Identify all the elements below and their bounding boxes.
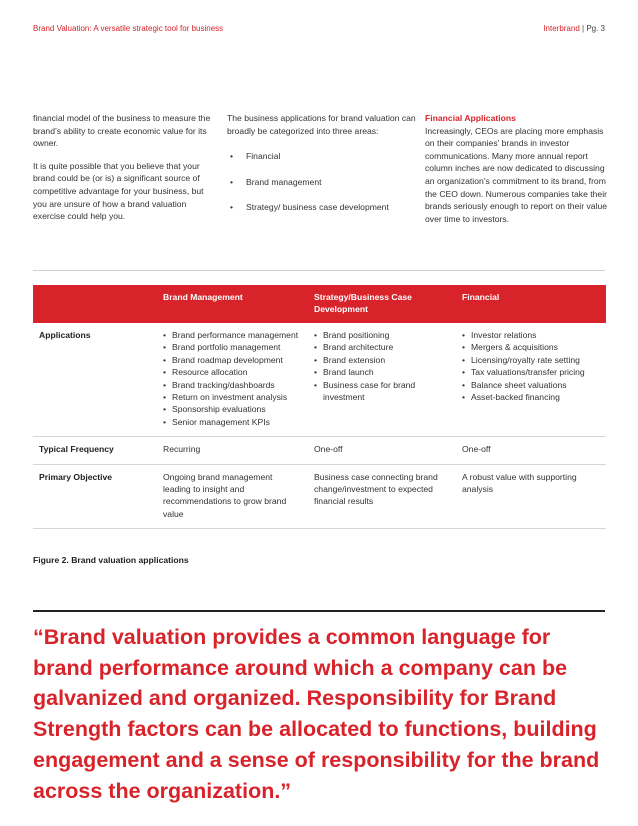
table-cell: Recurring (157, 437, 308, 464)
table-cell: One-off (308, 437, 456, 464)
list-item: • Brand architecture (314, 342, 394, 353)
bullet-icon: • (230, 151, 234, 162)
list-item: • Tax valuations/transfer pricing (462, 367, 585, 378)
page-number: Pg. 3 (586, 24, 605, 33)
quote-divider (33, 610, 605, 612)
paragraph: The business applications for brand valuation can broadly be categorized into three areas: (227, 113, 416, 136)
list-item: • Balance sheet valuations (462, 379, 567, 390)
divider (33, 270, 605, 271)
brand-name: Interbrand (543, 24, 580, 33)
section-heading: Financial Applications (425, 113, 516, 123)
list-item: • Brand launch (314, 367, 374, 378)
bullet-icon: • (230, 176, 234, 187)
column-header (33, 285, 157, 323)
list-item: • Asset-backed financing (462, 392, 560, 403)
page-indicator (543, 24, 605, 33)
list-item: • Sponsorship evaluations (163, 404, 266, 415)
table-row (33, 464, 606, 529)
paragraph: Increasingly, CEOs are placing more emphasis on their companies’ brands in investor communications. Many more annual report column inches are now dedicated to discussing an organization’s commitment to its brand, from the CEO down. Numerous companies take their brands seriously enough to report on their value over time to investors. (425, 125, 608, 224)
table-cell (456, 323, 606, 437)
separator: | (579, 24, 587, 33)
paragraph: financial model of the business to measure the brand’s ability to create economic value for its owner. (33, 113, 211, 149)
list-item: • Licensing/royalty rate setting (462, 354, 580, 365)
application-areas-list (227, 150, 417, 214)
row-header: Applications (33, 323, 157, 437)
figure-caption: Figure 2. Brand valuation applications (33, 555, 189, 565)
list-item: • Brand tracking/dashboards (163, 379, 275, 390)
bullet-list (314, 329, 450, 403)
list-item: • Brand management (230, 176, 322, 187)
bullet-list (163, 329, 302, 428)
list-item: • Strategy/ business case development (230, 202, 389, 213)
list-item: • Brand performance management (163, 330, 299, 340)
brand-valuation-applications-table (33, 285, 606, 529)
list-item: • Mergers & acquisitions (462, 342, 558, 353)
document-title: Brand Valuation: A versatile strategic tool for business (33, 24, 224, 33)
column-header: Strategy/Business Case Development (308, 285, 456, 323)
list-item: • Resource allocation (163, 367, 248, 378)
table-cell: Business case connecting brand change/investment to expected financial results (308, 464, 456, 529)
list-item: • Brand positioning (314, 330, 390, 340)
row-header: Typical Frequency (33, 437, 157, 464)
table-cell: Ongoing brand management leading to insight and recommendations to grow brand value (157, 464, 308, 529)
text-column-3 (425, 112, 610, 225)
text-column-2 (227, 112, 417, 227)
list-item: • Return on investment analysis (163, 392, 288, 403)
page-header (33, 24, 605, 38)
column-header: Brand Management (157, 285, 308, 323)
bullet-list (462, 329, 600, 403)
table-cell: One-off (456, 437, 606, 464)
list-item: • Senior management KPIs (163, 416, 270, 427)
table-row (33, 437, 606, 464)
list-item: • Financial (230, 151, 281, 162)
table-cell (157, 323, 308, 437)
table-header-row (33, 285, 606, 323)
list-item: • Business case for brand investment (314, 379, 416, 403)
table-row (33, 323, 606, 437)
list-item: • Brand portfolio management (163, 342, 281, 353)
table-cell (308, 323, 456, 437)
bullet-icon: • (230, 202, 234, 213)
text-column-1 (33, 112, 218, 233)
paragraph: It is quite possible that you believe that your brand could be (or is) a significant source of competitive advantage for your business, but you are unsure of how a brand valuation exercise could help you. (33, 160, 204, 222)
list-item: • Investor relations (462, 330, 537, 340)
column-header: Financial (456, 285, 606, 323)
list-item: • Brand roadmap development (163, 354, 283, 365)
list-item: • Brand extension (314, 354, 386, 365)
row-header: Primary Objective (33, 464, 157, 529)
pull-quote: “Brand valuation provides a common language for brand performance around which a company can be galvanized and organized. Responsibility for Brand Strength factors can be allocated to functions, building engagement and a sense of responsibility for the brand across the organization.” (33, 625, 600, 803)
table-cell: A robust value with supporting analysis (456, 464, 606, 529)
